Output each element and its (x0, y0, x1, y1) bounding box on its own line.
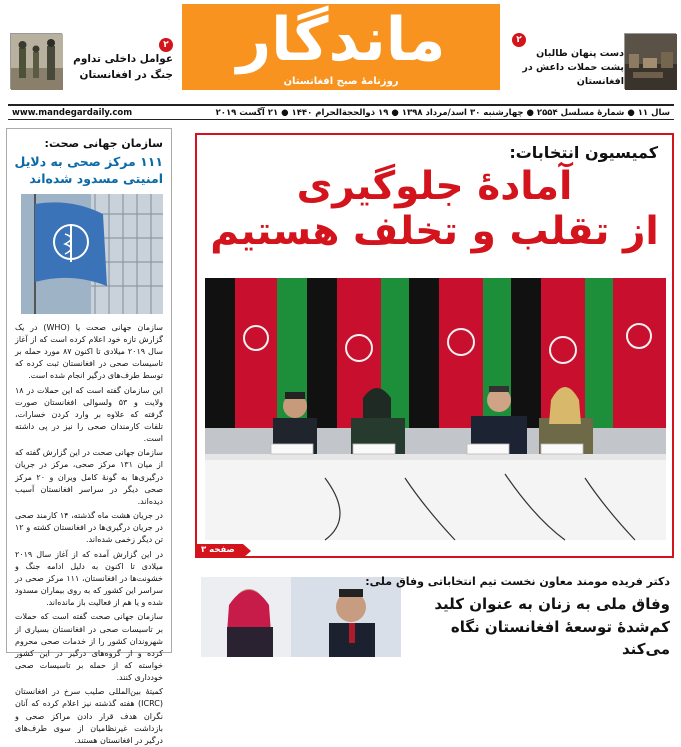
side-story (6, 128, 172, 745)
second-story (195, 569, 674, 659)
masthead (0, 0, 681, 100)
page-reference-tag[interactable]: صفحه ۳ (197, 544, 243, 556)
page-number-badge: ۲ (159, 38, 173, 52)
side-story-paragraph: کمیتهٔ بین‌المللی صلیب سرخ در افغانستان (ICRC) هفته گذشته نیز اعلام کرده که آنان نگران هدف قرار دادن مراکز صحی و بازداشت غیرنظامیان از سوی طرف‌های درگیر در افغانستان هستند. (15, 687, 163, 745)
dateline-bar (8, 104, 674, 120)
second-story-kicker: دکتر فریده مومند معاون نخست تیم انتخاباتی وفاق ملی: (365, 575, 670, 588)
side-story-paragraph: این سازمان گفته است که این حملات در ۱۸ ولایت و ۵۳ ولسوالی افغانستان صورت گرفته که علاوه بر وارد کردن خسارات، تلفات کارمندان صحی را نیز در پی داشته است. (15, 385, 164, 444)
newspaper-logo[interactable] (182, 4, 500, 90)
side-story-kicker: سازمان جهانی صحت: (44, 137, 163, 150)
right-teaser[interactable] (510, 30, 676, 92)
issue-info: سال ۱۱ ● شمارهٔ مسلسل ۲۵۵۴ ● چهارشنبه ۳۰ اسد/مرداد ۱۳۹۸ ● ۱۹ ذوالحجةالحرام ۱۴۴۰ ● ۲۱ آگست ۲۰۱۹ (215, 107, 670, 118)
who-flag-photo (21, 194, 163, 314)
main-story-kicker: کمیسیون انتخابات: (509, 143, 658, 162)
side-story-paragraph: سازمان جهانی صحت گفته است که حملات بر تاسیسات صحی در افغانستان بسیاری از شهروندان کشور را از خدمات صحی محروم کرده و از گروه‌های درگیر در این کشور خواسته که از حمله بر تاسیسات صحی خودداری کنند. (15, 612, 163, 683)
right-teaser-text: دست پنهان طالبان پشت حملات داعش در افغانستان (522, 47, 624, 88)
soldiers-thumbnail (10, 33, 62, 89)
main-story-headline[interactable] (205, 165, 664, 255)
logo-wordmark: ماندگار (236, 5, 446, 75)
second-story-headline[interactable]: وفاق ملی به زنان به عنوان کلید کم‌شدهٔ توسعهٔ افغانستان نگاه می‌کند (434, 595, 670, 658)
side-story-headline[interactable]: ۱۱۱ مرکز صحی به دلایل امنیتی مسدود شده‌اند (14, 154, 163, 186)
page-number-badge: ۲ (512, 33, 526, 47)
side-story-body (7, 318, 171, 747)
attack-scene-thumbnail (624, 33, 676, 89)
website-url[interactable]: www.mandegardaily.com (12, 107, 133, 118)
main-headline-line: از تقلب و تخلف هستیم (210, 208, 659, 254)
campaign-event-photo (201, 577, 401, 657)
side-story-paragraph: در جریان هشت ماه گذشته، ۱۴ کارمند صحی در جریان درگیری‌ها در افغانستان کشته و ۱۲ تن دیگر زخمی شده‌اند. (15, 511, 163, 545)
side-story-paragraph: در این گزارش آمده که از آغاز سال ۲۰۱۹ میلادی تا اکنون به دلیل ادامه جنگ و خشونت‌ها در افغانستان، ۱۱۱ مرکز صحی در سراسر این کشور که به روی بیماران مسدود شده و یا هم از فعالیت باز مانده‌اند. (15, 549, 163, 608)
logo-subtitle: روزنامهٔ صبح افغانستان (283, 76, 399, 87)
main-story (195, 133, 674, 558)
left-teaser-text: عوامل داخلی تداوم جنگ در افغانستان (73, 53, 173, 81)
left-teaser[interactable] (10, 30, 175, 92)
side-story-paragraph: سازمان جهانی صحت در این گزارش گفته که از میان ۱۳۱ مرکز صحی، مرکز در جریان درگیری‌ها به گونهٔ کامل ویران و ۲۰ مرکز صحی دیگر در سراسر افغانستان آسیب دیده‌اند. (15, 448, 163, 506)
election-commission-press-photo (205, 278, 666, 540)
main-headline-line: آمادهٔ جلوگیری (296, 164, 573, 209)
side-story-paragraph: سازمان جهانی صحت یا (WHO) در یک گزارش تازه خود اعلام کرده است که از آغاز سال ۲۰۱۹ میلادی تا اکنون ۸۷ مورد حمله بر تاسیسات صحی در افغانستان ثبت کرده که توسط طرف‌های درگیر انجام شده است. (15, 322, 163, 381)
